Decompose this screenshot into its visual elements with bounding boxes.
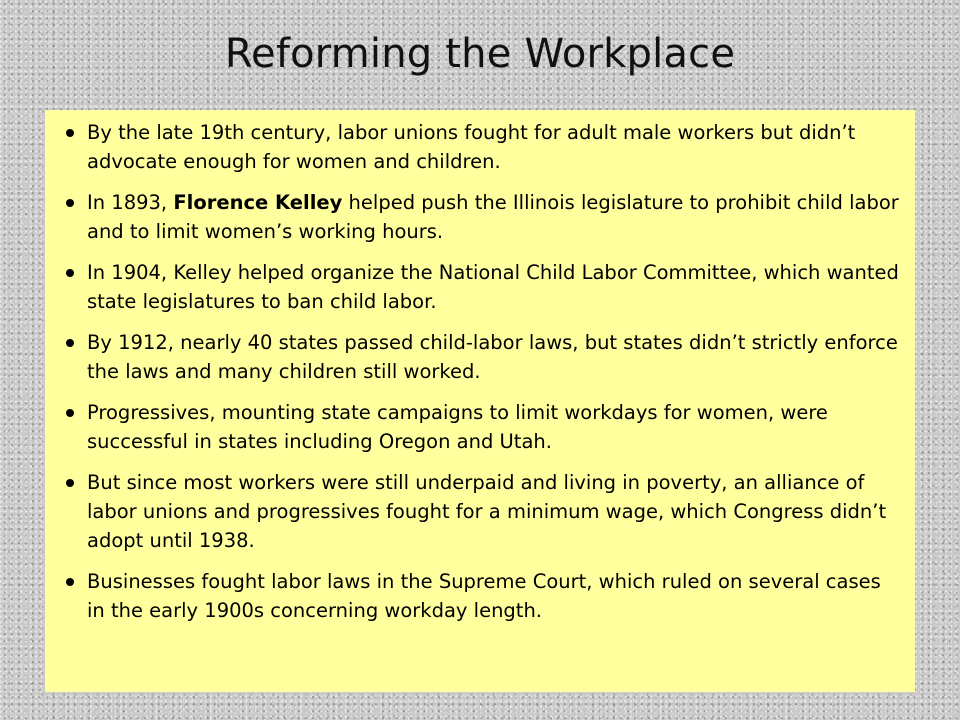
bullet-text-emphasis: Florence Kelley — [173, 191, 343, 214]
bullet-text: But since most workers were still underpaid and living in poverty, an alliance of labor unions and progressives fought for a minimum wage, which Congress didn’t adopt until 1938. — [87, 471, 887, 552]
content-box — [45, 110, 915, 692]
bullet-item — [59, 118, 903, 176]
bullet-item — [59, 258, 903, 316]
bullet-text: Progressives, mounting state campaigns to limit workdays for women, were successful in states including Oregon and Utah. — [87, 401, 828, 453]
bullet-text: Businesses fought labor laws in the Supreme Court, which ruled on several cases in the early 1900s concerning workday length. — [87, 570, 881, 622]
bullet-dot-icon — [66, 199, 74, 207]
bullet-dot-icon — [66, 578, 74, 586]
bullet-text: By 1912, nearly 40 states passed child-labor laws, but states didn’t strictly enforce the laws and many children still worked. — [87, 331, 898, 383]
bullet-dot-icon — [66, 479, 74, 487]
bullet-text: In 1904, Kelley helped organize the National Child Labor Committee, which wanted state legislatures to ban child labor. — [87, 261, 899, 313]
slide-title: Reforming the Workplace — [224, 31, 736, 77]
bullet-text-rest: helped push the Illinois legislature to prohibit child labor and to limit women’s working hours. — [87, 191, 899, 243]
bullet-dot-icon — [66, 409, 74, 417]
bullet-list — [59, 118, 903, 625]
bullet-item — [59, 398, 903, 456]
bullet-dot-icon — [66, 269, 74, 277]
bullet-dot-icon — [66, 339, 74, 347]
bullet-item — [59, 468, 903, 555]
bullet-text-lead: In 1893, — [87, 191, 174, 214]
bullet-dot-icon — [66, 129, 74, 137]
bullet-item — [59, 567, 903, 625]
bullet-item — [59, 328, 903, 386]
bullet-item — [59, 188, 903, 246]
bullet-text: By the late 19th century, labor unions fought for adult male workers but didn’t advocate enough for women and children. — [87, 121, 856, 173]
